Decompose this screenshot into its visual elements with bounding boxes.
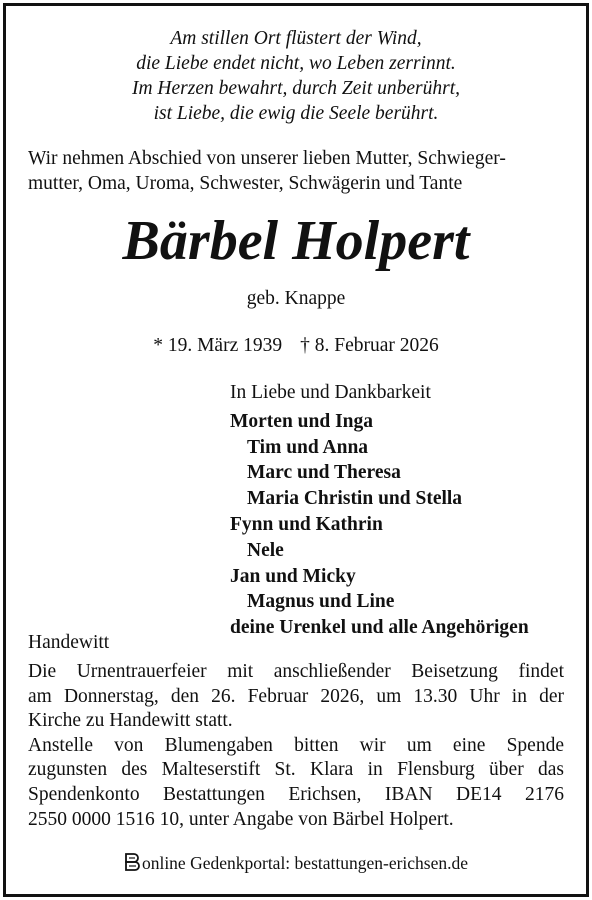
maiden-name: geb. Knappe bbox=[246, 288, 346, 309]
notice-line: 2550 0000 1516 10, unter Angabe von Bärbel Holpert. bbox=[28, 808, 454, 830]
intro-line: mutter, Oma, Uroma, Schwester, Schwägerin und Tante bbox=[28, 173, 463, 194]
mourner-row: deine Urenkel und alle Angehörigen bbox=[230, 617, 529, 639]
notice-line: Die Urnentrauerfeier mit anschließender Beisetzung findet bbox=[28, 661, 564, 682]
memorial-portal-link[interactable]: online Gedenkportal: bestattungen-erichsen.de bbox=[141, 853, 469, 873]
intro-text bbox=[28, 146, 568, 196]
notice-line: zugunsten des Malteserstift St. Klara in Flensburg über das bbox=[28, 759, 564, 781]
intro-line: Wir nehmen Abschied von unserer lieben Mutter, Schwieger- bbox=[28, 148, 506, 169]
notice-line: Anstelle von Blumengaben bitten wir um eine Spende bbox=[28, 734, 564, 756]
mourner-row: Maria Christin und Stella bbox=[247, 488, 463, 510]
footer bbox=[0, 851, 592, 878]
death-date: † 8. Februar 2026 bbox=[300, 335, 439, 356]
notice-line: am Donnerstag, den 26. Februar 2026, um 13.30 Uhr in der bbox=[28, 685, 564, 707]
poem-line: die Liebe endet nicht, wo Leben zerrinnt. bbox=[136, 53, 456, 74]
place-name: Handewitt bbox=[28, 632, 110, 653]
deceased-name: Bärbel Holpert bbox=[122, 210, 470, 272]
mourner-row: Morten und Inga bbox=[230, 410, 374, 432]
poem-line: ist Liebe, die ewig die Seele berührt. bbox=[153, 103, 439, 124]
notice-line: Kirche zu Handewitt statt. bbox=[28, 710, 233, 732]
poem-line: Im Herzen bewahrt, durch Zeit unberührt, bbox=[131, 78, 461, 99]
mourners-lead: In Liebe und Dankbarkeit bbox=[230, 382, 431, 403]
mourner-row: Marc und Theresa bbox=[247, 462, 401, 484]
mourner-row: Jan und Micky bbox=[230, 565, 356, 587]
birth-date: * 19. März 1939 bbox=[153, 335, 283, 356]
poem-line: Am stillen Ort flüstert der Wind, bbox=[170, 28, 422, 49]
bestattungen-erichsen-logo-icon bbox=[124, 852, 140, 878]
mourners-list bbox=[230, 380, 529, 641]
poem bbox=[0, 26, 592, 126]
funeral-notice bbox=[28, 660, 564, 832]
mourner-row: Fynn und Kathrin bbox=[230, 513, 383, 535]
mourner-row: Nele bbox=[247, 539, 284, 561]
mourner-row: Magnus und Line bbox=[247, 591, 395, 613]
mourner-row: Tim und Anna bbox=[247, 436, 369, 458]
notice-line: Spendenkonto Bestattungen Erichsen, IBAN DE14 2176 bbox=[28, 783, 564, 805]
life-dates bbox=[0, 333, 592, 358]
